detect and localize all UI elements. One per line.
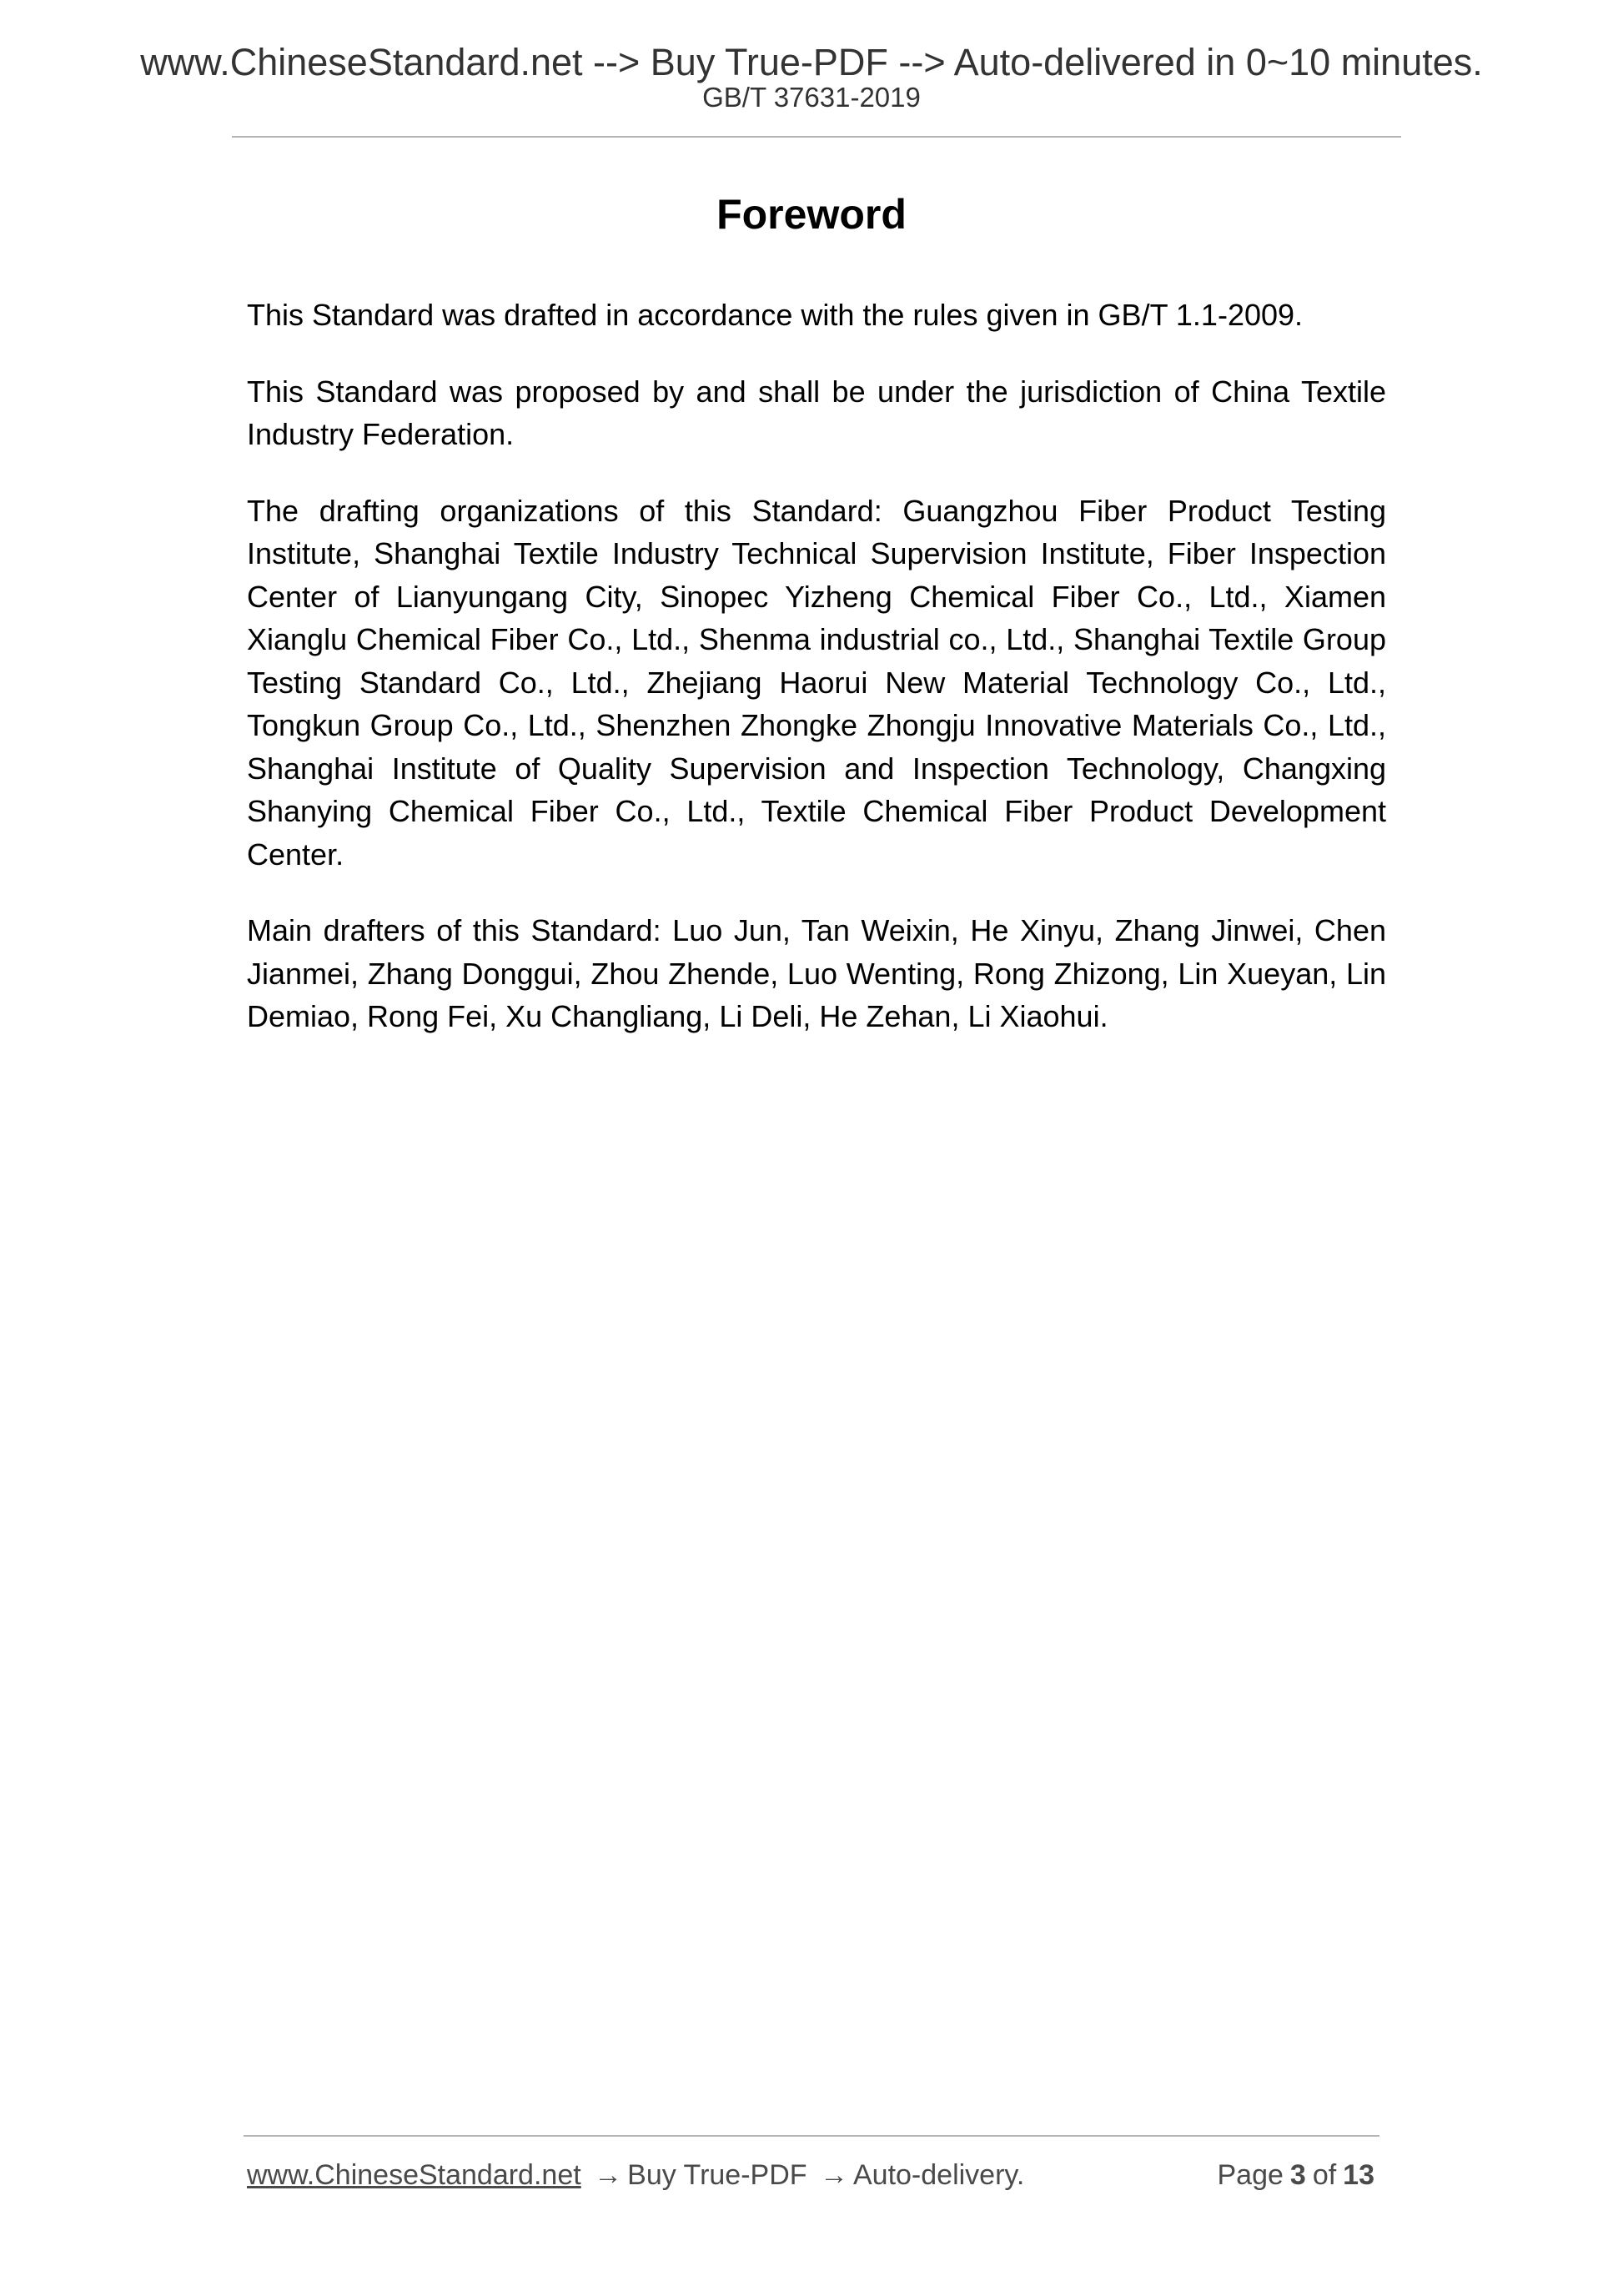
footer-divider (244, 2135, 1379, 2137)
footer-buy-text: Buy True-PDF (627, 2159, 807, 2191)
header-banner: www.ChineseStandard.net --> Buy True-PDF --> Auto-delivered in 0~10 minutes. (140, 41, 1483, 83)
paragraph-jurisdiction: This Standard was proposed by and shall be under the jurisdiction of China Textile Industry Federation. (247, 374, 1386, 451)
foreword-body (247, 294, 1386, 1072)
page-label: Page (1217, 2159, 1284, 2191)
footer-site-link[interactable]: www.ChineseStandard.net (247, 2159, 581, 2191)
paragraph-drafting-rules: This Standard was drafted in accordance with the rules given in GB/T 1.1-2009. (247, 298, 1304, 332)
header-divider (232, 136, 1401, 138)
footer (247, 2161, 1374, 2189)
page-current: 3 (1289, 2159, 1306, 2191)
arrow-right-icon: → (819, 2159, 848, 2191)
page-of: of (1312, 2159, 1337, 2191)
page-total: 13 (1343, 2159, 1374, 2191)
footer-delivery-text: Auto-delivery. (852, 2159, 1025, 2191)
paragraph-main-drafters: Main drafters of this Standard: Luo Jun, Tan Weixin, He Xinyu, Zhang Jinwei, Chen Jianmei, Zhang Donggui, Zhou Zhende, Luo Wenting, Rong Zhizong, Lin Xueyan, Lin Demiao, Rong Fei, Xu Changliang, Li Deli, He Zehan, Li Xiaohui. (247, 913, 1386, 1033)
page-title: Foreword (716, 191, 907, 238)
standard-code: GB/T 37631-2019 (702, 82, 921, 113)
arrow-right-icon: → (594, 2159, 623, 2191)
page-indicator (1217, 2161, 1374, 2189)
paragraph-drafting-organizations: The drafting organizations of this Standard: Guangzhou Fiber Product Testing Institute, Shanghai Textile Industry Technical Supervision Institute, Fiber Inspection Center of Lianyungang City, Sinopec Yizheng Chemical Fiber Co., Ltd., Xiamen Xianglu Chemical Fiber Co., Ltd., Shenma industrial co., Ltd., Shanghai Textile Group Testing Standard Co., Ltd., Zhejiang Haorui New Material Technology Co., Ltd., Tongkun Group Co., Ltd., Shenzhen Zhongke Zhongju Innovative Materials Co., Ltd., Shanghai Institute of Quality Supervision and Inspection Technology, Changxing Shanying Chemical Fiber Co., Ltd., Textile Chemical Fiber Product Development Center. (247, 493, 1386, 872)
